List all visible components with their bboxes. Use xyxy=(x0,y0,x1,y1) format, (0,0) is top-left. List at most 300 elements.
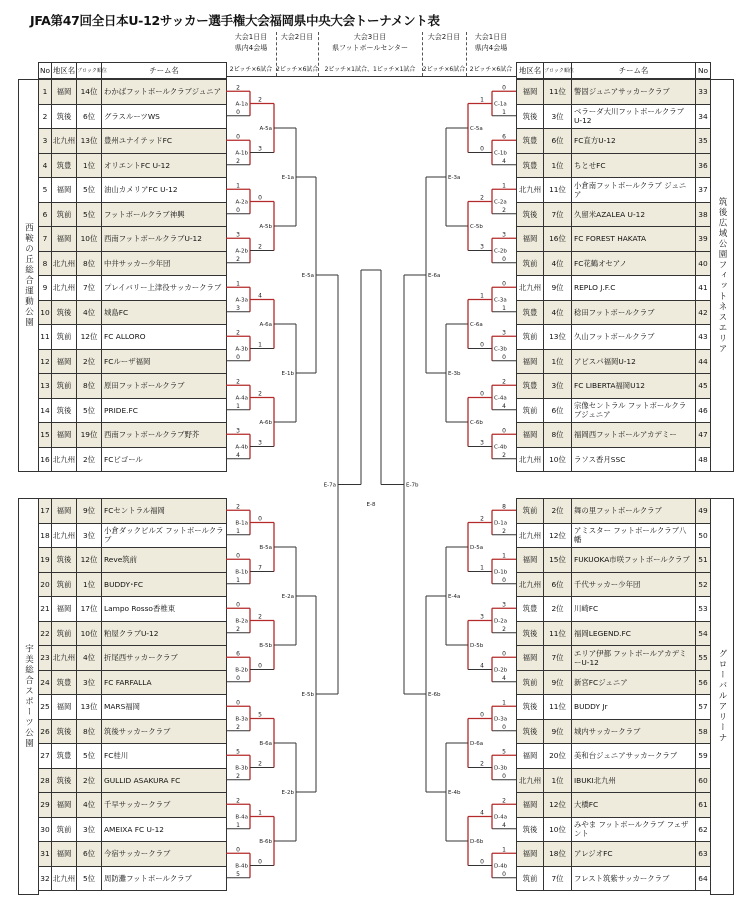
team-block: 9位 xyxy=(544,276,572,301)
team-region: 筑前 xyxy=(517,325,544,350)
team-name: 宗像セントラル フットボールクラブジュニア xyxy=(572,398,696,423)
score: 0 xyxy=(502,723,506,731)
team-region: 福岡 xyxy=(52,349,77,374)
team-region: 福岡 xyxy=(517,423,544,448)
team-region: 筑後 xyxy=(517,817,544,842)
team-name: 小倉南フットボールクラブ ジュニア xyxy=(572,178,696,203)
team-region: 北九州 xyxy=(52,523,77,548)
team-block: 6位 xyxy=(544,572,572,597)
team-block: 9位 xyxy=(544,670,572,695)
score: 0 xyxy=(236,846,240,854)
team-block: 10位 xyxy=(77,621,102,646)
team-name: BUDDY Jr xyxy=(572,695,696,720)
score: 0 xyxy=(258,662,262,670)
team-block: 5位 xyxy=(77,744,102,769)
team-name: 千代サッカー少年団 xyxy=(572,572,696,597)
score: 1 xyxy=(480,96,484,104)
score: 2 xyxy=(236,255,240,263)
match-label: E-1a xyxy=(281,175,294,181)
match-label: C-6a xyxy=(470,322,483,328)
match-label: C-5a xyxy=(470,126,483,132)
score: 2 xyxy=(502,527,506,535)
score: 0 xyxy=(480,711,484,719)
team-name: 周防灘フットボールクラブ xyxy=(102,866,227,891)
team-no: 59 xyxy=(696,744,711,769)
team-block: 13位 xyxy=(544,325,572,350)
team-no: 31 xyxy=(39,842,52,867)
team-name: アビスパ福岡U-12 xyxy=(572,349,696,374)
team-name: FC桂川 xyxy=(102,744,227,769)
format-day1-left: 2ピッチ×6試合 xyxy=(229,66,273,73)
venue-top-left: 西鞍の丘総合運動公園 xyxy=(18,79,39,472)
match-label: B-5a xyxy=(259,545,272,551)
score: 0 xyxy=(236,699,240,707)
match-label: E-7a xyxy=(323,482,336,489)
score: 2 xyxy=(236,625,240,633)
team-name: 福岡西フットボールアカデミー xyxy=(572,423,696,448)
match-label: A-2b xyxy=(235,248,248,255)
team-name: フレスト筑紫サッカークラブ xyxy=(572,866,696,891)
team-no: 44 xyxy=(696,349,711,374)
team-block: 5位 xyxy=(77,178,102,203)
score: 1 xyxy=(258,341,262,349)
team-no: 33 xyxy=(696,80,711,105)
score: 0 xyxy=(236,601,240,609)
score: 5 xyxy=(258,711,262,719)
score: 3 xyxy=(236,427,240,435)
team-region: 福岡 xyxy=(517,744,544,769)
match-label: D-6a xyxy=(470,741,484,747)
score: 1 xyxy=(258,809,262,817)
team-block: 1位 xyxy=(77,153,102,178)
team-name: 中井サッカー少年団 xyxy=(102,251,227,276)
team-name: 油山カメリアFC U-12 xyxy=(102,178,227,203)
score: 3 xyxy=(502,601,506,609)
team-region: 筑前 xyxy=(52,374,77,399)
team-block: 18位 xyxy=(544,842,572,867)
team-region: 北九州 xyxy=(52,129,77,154)
score: 3 xyxy=(236,231,240,239)
team-name: 城内サッカークラブ xyxy=(572,719,696,744)
team-block: 12位 xyxy=(544,523,572,548)
match-label: D-2a xyxy=(494,618,508,625)
score: 3 xyxy=(236,304,240,312)
team-region: 筑後 xyxy=(517,621,544,646)
team-no: 40 xyxy=(696,251,711,276)
team-region: 北九州 xyxy=(517,447,544,472)
match-label: D-1a xyxy=(494,520,508,527)
score: 3 xyxy=(480,243,484,251)
score: 1 xyxy=(480,292,484,300)
team-region: 筑後 xyxy=(517,719,544,744)
match-label: E-1b xyxy=(281,371,294,377)
team-block: 4位 xyxy=(77,646,102,671)
team-no: 13 xyxy=(39,374,52,399)
team-region: 筑豊 xyxy=(517,597,544,622)
day-label: 大会3日目 xyxy=(353,33,387,41)
team-block: 8位 xyxy=(77,374,102,399)
team-no: 16 xyxy=(39,447,52,472)
team-block: 14位 xyxy=(77,80,102,105)
team-no: 53 xyxy=(696,597,711,622)
team-block: 3位 xyxy=(77,523,102,548)
score: 0 xyxy=(502,353,506,361)
team-name: 原田フットボールクラブ xyxy=(102,374,227,399)
score: 3 xyxy=(502,231,506,239)
score: 3 xyxy=(502,329,506,337)
match-label: C-1b xyxy=(494,150,507,157)
match-label: B-2a xyxy=(235,618,248,625)
score: 0 xyxy=(502,870,506,878)
match-label: E-3b xyxy=(448,371,461,377)
team-region: 筑後 xyxy=(517,695,544,720)
team-block: 11位 xyxy=(544,80,572,105)
team-name: FC ALLORO xyxy=(102,325,227,350)
team-name: AMEIXA FC U-12 xyxy=(102,817,227,842)
venue-count-label: 県内4会場 xyxy=(234,44,268,52)
team-no: 61 xyxy=(696,793,711,818)
match-label: E-3a xyxy=(448,175,461,181)
team-no: 10 xyxy=(39,300,52,325)
match-label: E-4b xyxy=(448,790,461,796)
score: 0 xyxy=(502,576,506,584)
score: 0 xyxy=(236,353,240,361)
score: 0 xyxy=(480,858,484,866)
score: 2 xyxy=(502,206,506,214)
team-name: 警固ジュニアサッカークラブ xyxy=(572,80,696,105)
team-block: 9位 xyxy=(544,719,572,744)
team-region: 筑後 xyxy=(52,768,77,793)
match-label: A-6a xyxy=(259,322,272,328)
score: 0 xyxy=(236,674,240,682)
format-day2-left: 2ピッチ×6試合 xyxy=(276,66,319,73)
match-label: D-5b xyxy=(470,643,484,649)
team-region: 北九州 xyxy=(517,276,544,301)
match-label: C-3a xyxy=(494,297,507,304)
team-region: 福岡 xyxy=(517,793,544,818)
team-no: 34 xyxy=(696,104,711,129)
match-label: D-6b xyxy=(470,839,484,845)
team-block: 7位 xyxy=(544,866,572,891)
team-no: 29 xyxy=(39,793,52,818)
match-label: E-6a xyxy=(428,273,441,279)
team-block: 4位 xyxy=(77,300,102,325)
team-region: 筑後 xyxy=(52,548,77,573)
team-no: 57 xyxy=(696,695,711,720)
match-label: C-6b xyxy=(470,420,483,426)
team-block: 1位 xyxy=(77,572,102,597)
team-region: 筑豊 xyxy=(517,374,544,399)
team-name: 小倉ダックビルズ フットボールクラブ xyxy=(102,523,227,548)
match-label: C-4a xyxy=(494,395,507,402)
team-no: 38 xyxy=(696,202,711,227)
score: 2 xyxy=(236,378,240,386)
score: 3 xyxy=(258,145,262,153)
team-block: 13位 xyxy=(77,129,102,154)
score: 6 xyxy=(502,133,506,141)
score: 2 xyxy=(236,329,240,337)
score: 1 xyxy=(236,527,240,535)
match-label: D-4b xyxy=(494,863,508,870)
score: 4 xyxy=(502,674,506,682)
column-team: チーム名 xyxy=(102,63,227,79)
match-label: E-5a xyxy=(301,273,314,279)
team-no: 46 xyxy=(696,398,711,423)
team-name: FC LIBERTA福岡U12 xyxy=(572,374,696,399)
team-block: 10位 xyxy=(544,447,572,472)
team-no: 15 xyxy=(39,423,52,448)
score: 0 xyxy=(502,280,506,288)
team-block: 8位 xyxy=(77,251,102,276)
day-label: 大会1日目 xyxy=(474,33,508,41)
team-block: 2位 xyxy=(544,499,572,524)
team-no: 2 xyxy=(39,104,52,129)
match-label: C-2a xyxy=(494,199,507,206)
team-region: 筑前 xyxy=(517,670,544,695)
team-no: 50 xyxy=(696,523,711,548)
team-name: FC花鶴オセアノ xyxy=(572,251,696,276)
team-no: 51 xyxy=(696,548,711,573)
team-block: 11位 xyxy=(544,621,572,646)
team-no: 45 xyxy=(696,374,711,399)
team-name: FUKUOKA市咲フットボールクラブ xyxy=(572,548,696,573)
score: 0 xyxy=(258,194,262,202)
team-name: FC FARFALLA xyxy=(102,670,227,695)
team-block: 6位 xyxy=(544,398,572,423)
team-block: 4位 xyxy=(544,300,572,325)
column-no: No xyxy=(39,63,52,79)
team-no: 47 xyxy=(696,423,711,448)
team-region: 福岡 xyxy=(52,695,77,720)
team-name: 城島FC xyxy=(102,300,227,325)
team-name: オリエントFC U-12 xyxy=(102,153,227,178)
match-label: B-3a xyxy=(235,716,248,723)
team-block: 4位 xyxy=(544,251,572,276)
score: 1 xyxy=(502,552,506,560)
team-region: 福岡 xyxy=(52,178,77,203)
team-region: 北九州 xyxy=(52,646,77,671)
team-region: 福岡 xyxy=(52,842,77,867)
team-no: 62 xyxy=(696,817,711,842)
team-block: 12位 xyxy=(544,793,572,818)
score: 0 xyxy=(236,552,240,560)
score: 2 xyxy=(236,157,240,165)
match-label: E-5b xyxy=(301,692,314,698)
team-no: 60 xyxy=(696,768,711,793)
score: 2 xyxy=(480,760,484,768)
team-name: 今宿サッカークラブ xyxy=(102,842,227,867)
team-no: 17 xyxy=(39,499,52,524)
team-region: 北九州 xyxy=(52,866,77,891)
page-title: JFA第47回全日本U-12サッカー選手権大会福岡県中央大会トーナメント表 xyxy=(30,13,440,28)
team-name: 豊州ユナイテッドFC xyxy=(102,129,227,154)
score: 4 xyxy=(502,157,506,165)
team-name: ベラーダ大川フットボールクラブ U-12 xyxy=(572,104,696,129)
team-no: 32 xyxy=(39,866,52,891)
team-block: 6位 xyxy=(544,129,572,154)
team-name: アレジオFC xyxy=(572,842,696,867)
team-no: 12 xyxy=(39,349,52,374)
score: 0 xyxy=(502,84,506,92)
team-no: 39 xyxy=(696,227,711,252)
match-label: A-5b xyxy=(259,224,272,230)
team-name: FCビゴール xyxy=(102,447,227,472)
match-label: B-2b xyxy=(235,667,248,674)
score: 2 xyxy=(258,760,262,768)
team-region: 筑後 xyxy=(517,202,544,227)
score: 0 xyxy=(502,772,506,780)
team-no: 5 xyxy=(39,178,52,203)
score: 2 xyxy=(502,378,506,386)
match-label: E-4a xyxy=(448,594,461,600)
match-label: D-1b xyxy=(494,569,508,576)
score: 1 xyxy=(236,821,240,829)
team-region: 福岡 xyxy=(52,423,77,448)
team-no: 3 xyxy=(39,129,52,154)
match-label: B-6a xyxy=(259,741,272,747)
team-name: みやま フットボールクラブ フェザント xyxy=(572,817,696,842)
team-region: 北九州 xyxy=(517,572,544,597)
team-name: 稔田フットボールクラブ xyxy=(572,300,696,325)
match-label: A-6b xyxy=(259,420,272,426)
team-name: 西南フットボールクラブ野芥 xyxy=(102,423,227,448)
team-region: 筑後 xyxy=(52,719,77,744)
team-block: 8位 xyxy=(544,423,572,448)
team-name: IBUKI北九州 xyxy=(572,768,696,793)
team-no: 25 xyxy=(39,695,52,720)
team-region: 北九州 xyxy=(52,447,77,472)
match-label: E-2a xyxy=(281,594,294,600)
team-block: 10位 xyxy=(544,817,572,842)
venue-top-right: 筑後広域公園フィットネスエリア xyxy=(710,79,734,472)
team-region: 福岡 xyxy=(517,842,544,867)
team-region: 筑前 xyxy=(517,866,544,891)
team-region: 筑後 xyxy=(52,398,77,423)
match-label: A-3a xyxy=(235,297,248,304)
team-name: 粕屋クラブU-12 xyxy=(102,621,227,646)
score: 0 xyxy=(480,145,484,153)
team-region: 筑豊 xyxy=(52,670,77,695)
team-no: 64 xyxy=(696,866,711,891)
team-block: 5位 xyxy=(77,866,102,891)
team-region: 福岡 xyxy=(517,646,544,671)
team-region: 筑前 xyxy=(517,251,544,276)
team-no: 49 xyxy=(696,499,711,524)
score: 1 xyxy=(502,699,506,707)
team-region: 筑後 xyxy=(52,300,77,325)
score: 2 xyxy=(258,613,262,621)
final-label: E-8 xyxy=(366,502,376,508)
team-name: 久留米AZALEA U-12 xyxy=(572,202,696,227)
team-no: 35 xyxy=(696,129,711,154)
column-block: ブロック順位 xyxy=(77,63,102,79)
team-region: 福岡 xyxy=(517,80,544,105)
score: 2 xyxy=(258,243,262,251)
column-block: ブロック順位 xyxy=(544,63,572,79)
team-no: 41 xyxy=(696,276,711,301)
score: 2 xyxy=(480,194,484,202)
score: 0 xyxy=(502,427,506,435)
score: 2 xyxy=(258,96,262,104)
format-day2-right: 2ピッチ×6試合 xyxy=(422,66,466,73)
team-name: GULLID ASAKURA FC xyxy=(102,768,227,793)
score: 1 xyxy=(502,304,506,312)
match-label: D-5a xyxy=(470,545,484,551)
team-no: 9 xyxy=(39,276,52,301)
day-label: 大会2日目 xyxy=(427,33,461,41)
team-no: 4 xyxy=(39,153,52,178)
score: 4 xyxy=(502,821,506,829)
team-region: 筑前 xyxy=(52,572,77,597)
team-no: 22 xyxy=(39,621,52,646)
score: 2 xyxy=(236,723,240,731)
team-name: 久山フットボールクラブ xyxy=(572,325,696,350)
score: 8 xyxy=(502,503,506,511)
team-block: 3位 xyxy=(77,817,102,842)
team-name: 筑後サッカークラブ xyxy=(102,719,227,744)
team-block: 3位 xyxy=(77,670,102,695)
team-no: 42 xyxy=(696,300,711,325)
team-name: アミスター フットボールクラブ八幡 xyxy=(572,523,696,548)
team-block: 7位 xyxy=(544,202,572,227)
score: 0 xyxy=(502,255,506,263)
match-label: A-2a xyxy=(235,199,248,206)
team-region: 筑豊 xyxy=(52,744,77,769)
score: 4 xyxy=(480,662,484,670)
match-label: D-3a xyxy=(494,716,508,723)
score: 2 xyxy=(258,390,262,398)
team-region: 筑後 xyxy=(517,104,544,129)
team-no: 20 xyxy=(39,572,52,597)
team-region: 筑前 xyxy=(52,202,77,227)
team-region: 筑豊 xyxy=(517,300,544,325)
team-block: 2位 xyxy=(77,447,102,472)
match-label: E-7b xyxy=(406,482,419,489)
team-name: ラソス香月SSC xyxy=(572,447,696,472)
team-name: 折尾西サッカークラブ xyxy=(102,646,227,671)
team-no: 63 xyxy=(696,842,711,867)
team-region: 北九州 xyxy=(52,276,77,301)
score: 2 xyxy=(480,515,484,523)
team-name: わかばフットボールクラブジュニア xyxy=(102,80,227,105)
team-name: 千早サッカークラブ xyxy=(102,793,227,818)
score: 2 xyxy=(236,84,240,92)
match-label: D-2b xyxy=(494,667,508,674)
team-block: 2位 xyxy=(77,349,102,374)
team-block: 6位 xyxy=(77,842,102,867)
score: 0 xyxy=(502,650,506,658)
match-label: B-1b xyxy=(235,569,248,576)
match-label: B-3b xyxy=(235,765,248,772)
team-region: 福岡 xyxy=(52,80,77,105)
team-region: 福岡 xyxy=(52,793,77,818)
team-name: FC直方U-12 xyxy=(572,129,696,154)
team-no: 7 xyxy=(39,227,52,252)
score: 6 xyxy=(236,650,240,658)
score: 3 xyxy=(480,613,484,621)
team-name: BUDDY･FC xyxy=(102,572,227,597)
match-label: B-6b xyxy=(259,839,272,845)
score: 2 xyxy=(502,797,506,805)
team-no: 56 xyxy=(696,670,711,695)
team-block: 1位 xyxy=(544,768,572,793)
venue-label: 県フットボールセンター xyxy=(331,44,409,52)
team-block: 16位 xyxy=(544,227,572,252)
column-region: 地区名 xyxy=(52,63,77,79)
team-block: 4位 xyxy=(77,793,102,818)
team-region: 筑前 xyxy=(517,499,544,524)
score: 0 xyxy=(236,133,240,141)
